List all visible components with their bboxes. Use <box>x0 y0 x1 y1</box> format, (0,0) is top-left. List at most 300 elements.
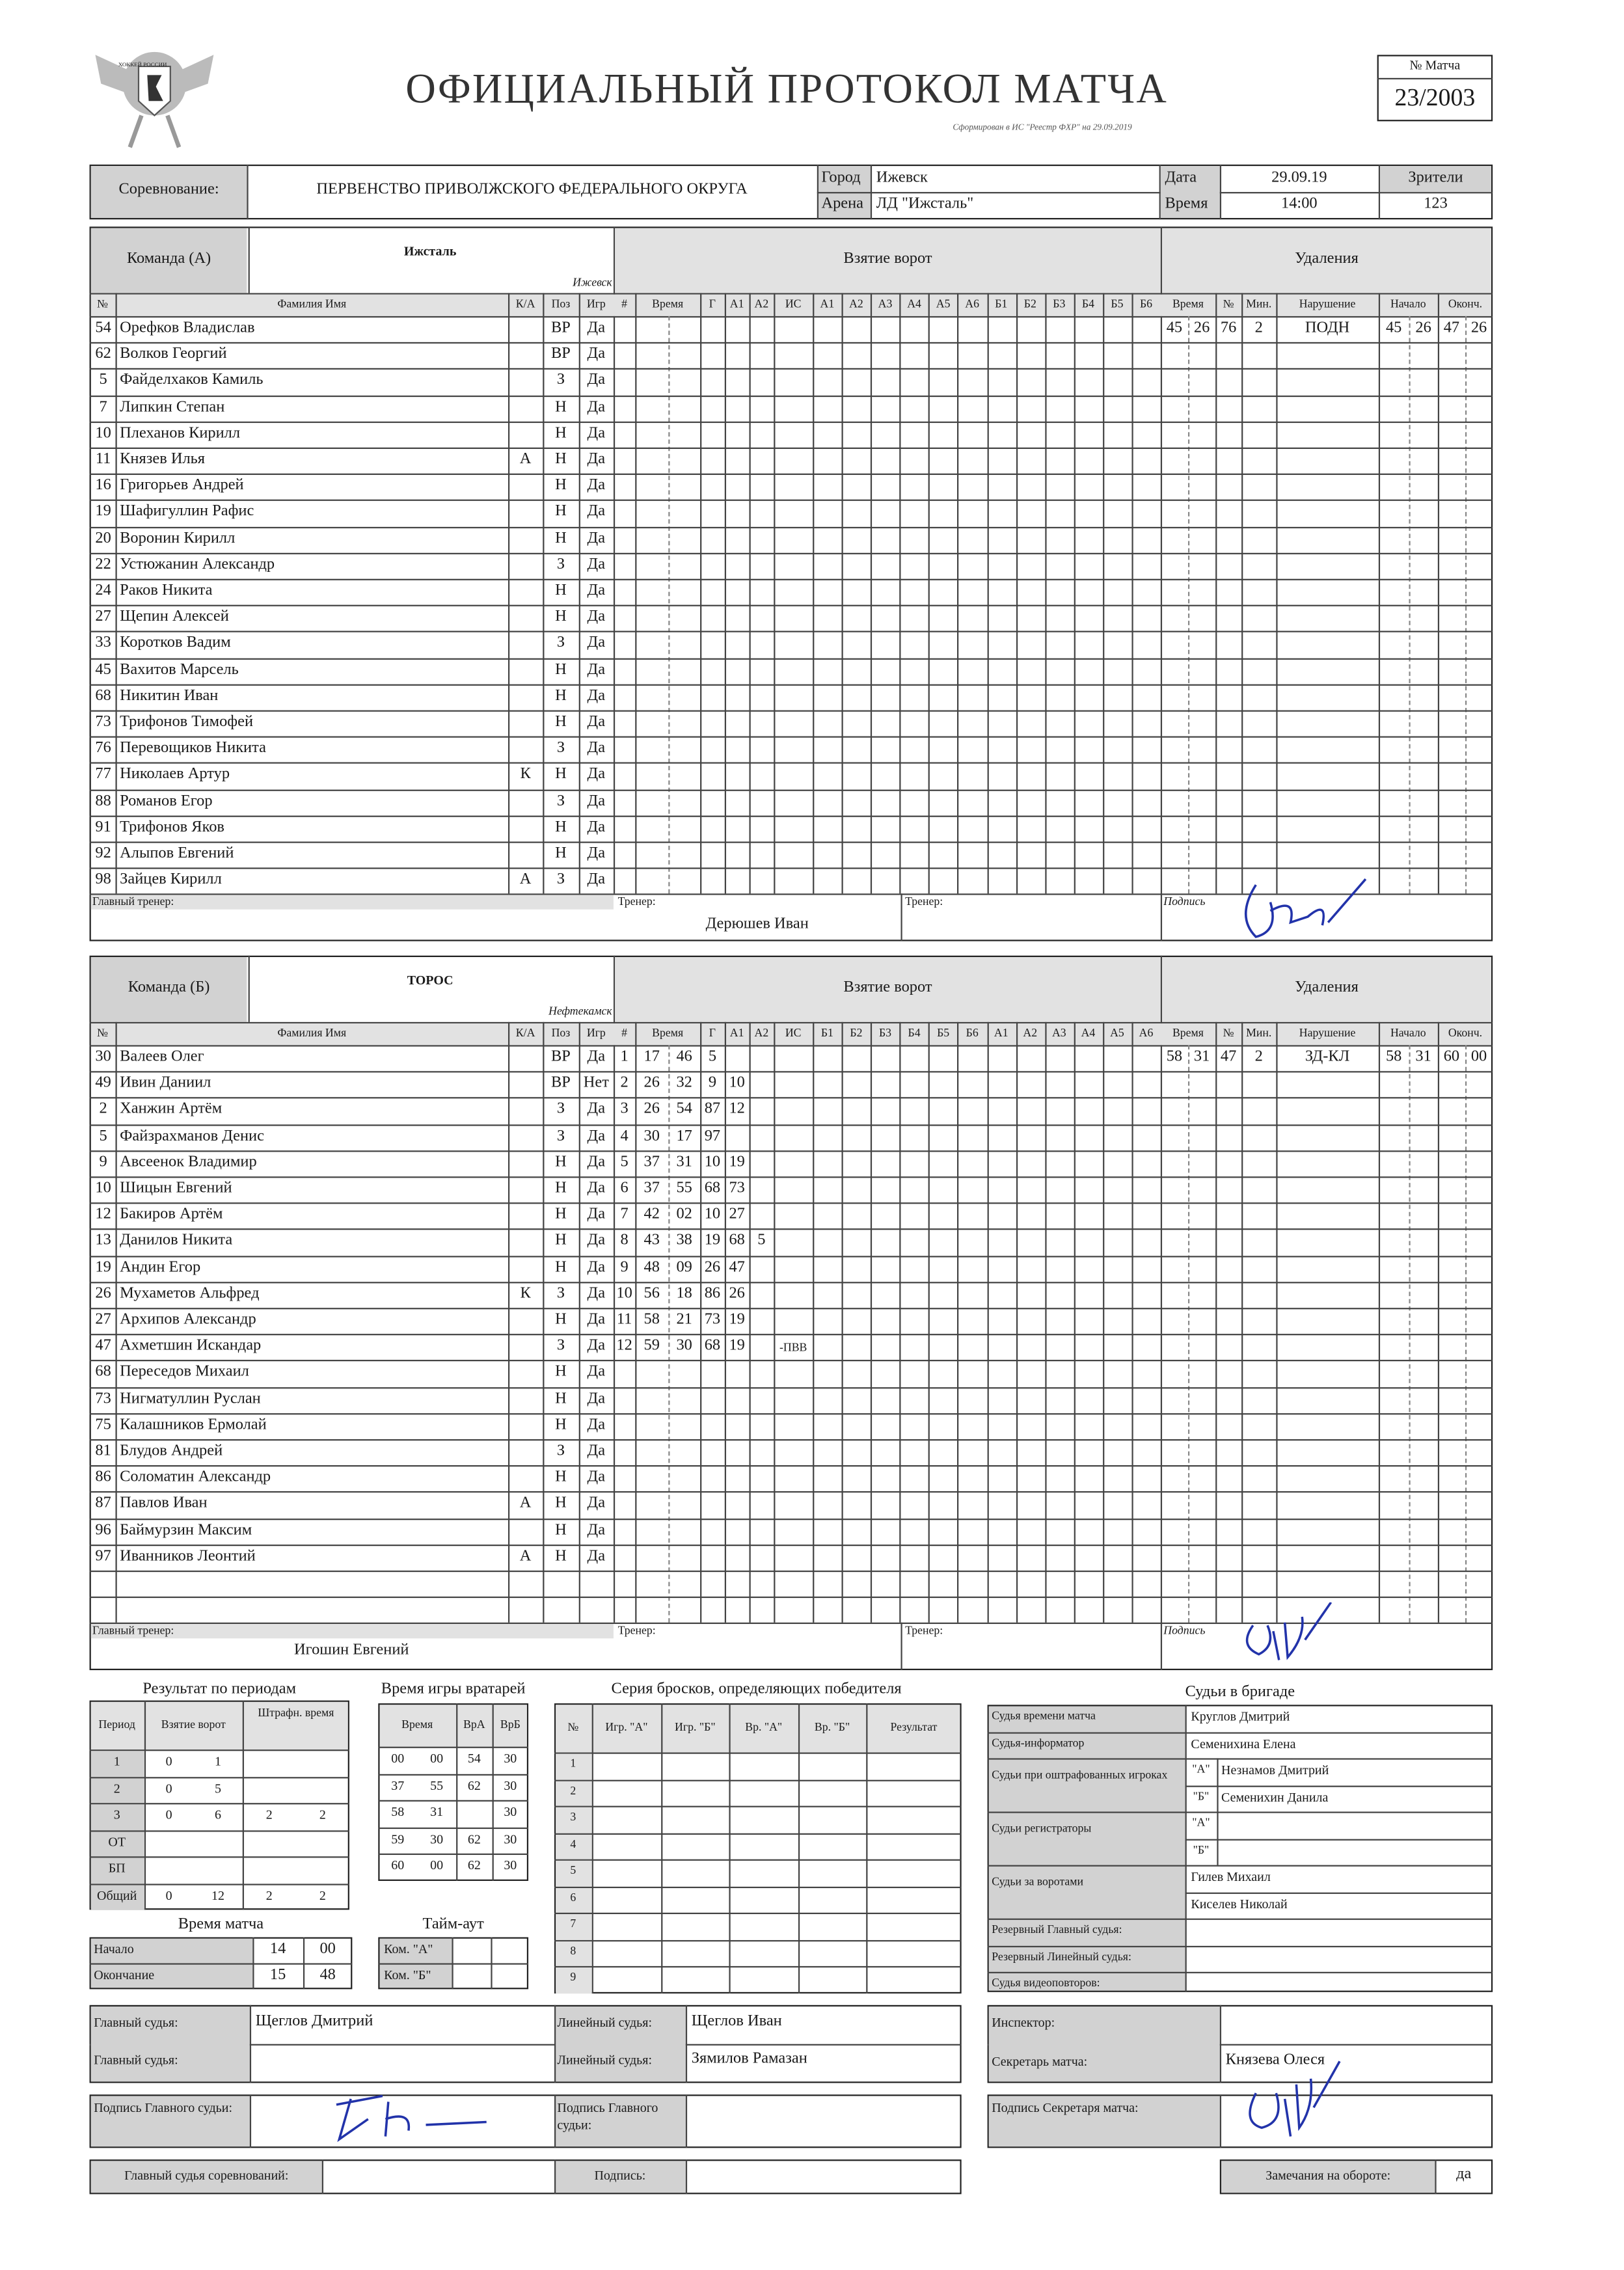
player-number: 22 <box>95 555 111 573</box>
player-played: Да <box>587 1153 606 1170</box>
period-name: Общий <box>97 1887 137 1902</box>
goal-m: 42 <box>643 1206 660 1223</box>
shootout-num: 8 <box>570 1943 576 1957</box>
shootout-num: 1 <box>570 1757 576 1770</box>
goal-a1: 27 <box>729 1206 745 1223</box>
goal-n: 4 <box>620 1126 629 1144</box>
player-position: З <box>556 555 565 573</box>
period-col: Период <box>98 1718 135 1731</box>
goal-g: 19 <box>704 1232 721 1250</box>
penalty-em: 60 <box>1443 1047 1460 1066</box>
team_b-line-8: А3 <box>1051 1026 1066 1040</box>
player-played: Нет <box>583 1074 609 1092</box>
team_a-pcol-3: Нарушение <box>1299 297 1356 311</box>
goal-n: 3 <box>620 1100 629 1118</box>
player-played: Да <box>587 502 606 520</box>
player-played: Да <box>587 1520 606 1539</box>
period-pim-a: 2 <box>265 1807 273 1822</box>
gk-sec: 30 <box>430 1831 444 1846</box>
player-name: Ивин Даниил <box>120 1074 211 1092</box>
team_b-line-5: Б6 <box>966 1026 979 1040</box>
team_a-line-8: Б3 <box>1053 297 1066 311</box>
team_b-line-9: А4 <box>1081 1026 1096 1040</box>
goal-s: 02 <box>676 1206 692 1223</box>
shootout-col-0: № <box>567 1720 579 1734</box>
player-position: З <box>556 1284 565 1302</box>
team_b-city: Нефтекамск <box>548 1005 612 1018</box>
ref-label: Судьи за воротами <box>992 1875 1084 1889</box>
player-name: Алыпов Евгений <box>120 844 234 862</box>
end-label: Окончание <box>94 1967 155 1982</box>
player-played: Да <box>587 1363 606 1381</box>
team_b-col-2: К/А <box>515 1026 535 1040</box>
goal-n: 7 <box>620 1206 629 1223</box>
goal-a1: 68 <box>729 1232 745 1250</box>
player-name: Нигматуллин Руслан <box>120 1389 261 1407</box>
goal-n: 11 <box>616 1310 632 1329</box>
shootout-num: 4 <box>570 1837 576 1850</box>
remarks-label: Замечания на обороте: <box>1265 2168 1391 2183</box>
ref-name-b: Семенихин Данила <box>1221 1789 1329 1804</box>
shootout-num: 7 <box>570 1917 576 1930</box>
team_b-line-0: Б1 <box>820 1026 833 1040</box>
goal-s: 55 <box>676 1179 692 1197</box>
player-played: Да <box>587 1494 606 1512</box>
competition-ref-label: Главный судья соревнований: <box>124 2168 289 2183</box>
team_a-pcol-1: № <box>1223 297 1234 311</box>
arena-label: Арена <box>821 195 864 213</box>
match-number: 23/2003 <box>1394 83 1476 111</box>
gk-b: 30 <box>504 1804 517 1819</box>
player-name: Переседов Михаил <box>120 1363 249 1381</box>
penalty-es: 00 <box>1470 1047 1487 1066</box>
team_b-pcol-5: Оконч. <box>1448 1026 1483 1040</box>
goal-m: 48 <box>643 1258 660 1276</box>
goal-n: 8 <box>620 1232 629 1250</box>
team_b-line-6: А1 <box>994 1026 1008 1040</box>
player-position: Н <box>555 1179 567 1197</box>
shootout-col-1: Игр. "А" <box>605 1720 648 1734</box>
player-name: Шафигуллин Рафис <box>120 502 254 520</box>
player-name: Трифонов Яков <box>120 818 224 836</box>
player-played: Да <box>587 1047 606 1066</box>
player-name: Блудов Андрей <box>120 1442 223 1460</box>
player-number: 20 <box>95 529 111 547</box>
team_a-city: Ижевск <box>573 275 612 289</box>
player-position: З <box>556 1126 565 1144</box>
goal-a1: 26 <box>729 1284 745 1302</box>
team_b-line-2: Б3 <box>878 1026 892 1040</box>
player-name: Павлов Иван <box>120 1494 208 1512</box>
gk-b: 30 <box>504 1858 517 1872</box>
player-name: Щепин Алексей <box>120 608 229 626</box>
player-name: Калашников Ермолай <box>120 1416 267 1433</box>
player-played: Да <box>587 608 606 626</box>
spectators-label: Зрители <box>1408 169 1463 187</box>
player-played: Да <box>587 372 606 389</box>
shootout-title: Серия бросков, определяющих победителя <box>611 1680 902 1698</box>
player-name: Иванников Леонтий <box>120 1547 256 1565</box>
player-number: 75 <box>95 1416 111 1433</box>
player-played: Да <box>587 1416 606 1433</box>
player-name: Мухаметов Альфред <box>120 1284 260 1302</box>
team_a-gcol-4: А2 <box>754 297 769 311</box>
goal-m: 59 <box>643 1336 660 1355</box>
side-b: "Б" <box>1193 1789 1210 1803</box>
team_a-gcol-5: ИС <box>785 297 802 311</box>
team_a-head-coach-label: Главный тренер: <box>92 895 174 909</box>
player-position: З <box>556 1100 565 1118</box>
player-position: Н <box>555 686 567 705</box>
team_b-line-3: Б4 <box>908 1026 921 1040</box>
team_a-gcol-0: # <box>621 297 628 311</box>
player-number: 10 <box>95 1179 111 1197</box>
player-played: Да <box>587 844 606 862</box>
goal-s: 30 <box>676 1336 692 1355</box>
penalty-es: 26 <box>1470 319 1487 336</box>
team_b-pcol-3: Нарушение <box>1299 1026 1356 1040</box>
player-captain: А <box>519 1547 532 1565</box>
gk-a: 54 <box>467 1751 481 1766</box>
ref-label: Судья видеоповторов: <box>992 1976 1100 1990</box>
period-pim-b: 2 <box>319 1807 326 1822</box>
player-position: ВР <box>551 1074 571 1092</box>
player-name: Раков Никита <box>120 582 213 599</box>
side-b: "Б" <box>1193 1843 1210 1856</box>
penalty-tm: 45 <box>1166 319 1183 336</box>
player-position: Н <box>555 765 567 783</box>
team_b-gcol-3: А1 <box>729 1026 744 1040</box>
time-label: Время <box>1165 195 1208 213</box>
player-position: Н <box>555 476 567 494</box>
player-position: Н <box>555 398 567 416</box>
player-position: Н <box>555 1153 567 1170</box>
gk-min: 37 <box>391 1777 405 1792</box>
team_a-pen-title: Удаления <box>1295 249 1359 267</box>
date-label: Дата <box>1165 169 1197 187</box>
player-number: 33 <box>95 634 111 652</box>
goal-m: 26 <box>643 1074 660 1092</box>
goal-a1: 10 <box>729 1074 745 1092</box>
player-name: Шицын Евгений <box>120 1179 232 1197</box>
player-number: 27 <box>95 608 111 626</box>
player-captain: К <box>520 1284 531 1302</box>
gk-time-title: Время игры вратарей <box>381 1680 526 1698</box>
gk-b: 30 <box>504 1751 517 1766</box>
team_a-line-6: Б1 <box>995 297 1008 311</box>
period-goals-b: 6 <box>215 1807 222 1822</box>
team_a-line-3: А4 <box>907 297 921 311</box>
goal-s: 46 <box>676 1047 692 1066</box>
date-value: 29.09.19 <box>1271 169 1327 187</box>
goal-g: 68 <box>704 1179 721 1197</box>
player-number: 5 <box>99 1126 107 1144</box>
gk-sec: 31 <box>430 1804 444 1819</box>
goal-g: 86 <box>704 1284 721 1302</box>
player-number: 81 <box>95 1442 111 1460</box>
pim-col: Штрафн. время <box>258 1706 334 1720</box>
goal-g: 87 <box>704 1100 721 1118</box>
player-position: З <box>556 739 565 757</box>
penalty-sm: 45 <box>1385 319 1402 336</box>
player-position: Н <box>555 582 567 599</box>
player-number: 10 <box>95 424 111 442</box>
team_a-line-2: А3 <box>878 297 893 311</box>
gk-sec: 00 <box>430 1751 444 1766</box>
player-name: Архипов Александр <box>120 1310 256 1329</box>
player-position: Н <box>555 1494 567 1512</box>
period-goals-b: 5 <box>215 1780 222 1795</box>
player-position: Н <box>555 1310 567 1329</box>
team_a-line-7: Б2 <box>1023 297 1036 311</box>
player-name: Никитин Иван <box>120 686 219 705</box>
player-played: Да <box>587 1126 606 1144</box>
ref-label: Судьи при оштрафованных игроках <box>992 1768 1168 1781</box>
team_b-name: ТОРОС <box>407 973 453 988</box>
start-label: Начало <box>94 1941 134 1956</box>
gk-a-col: ВрА <box>463 1718 485 1731</box>
line-ref-1: Щеглов Иван <box>691 2012 782 2030</box>
player-name: Зайцев Кирилл <box>120 871 222 888</box>
team_a-pcol-5: Оконч. <box>1448 297 1483 311</box>
goal-m: 26 <box>643 1100 660 1118</box>
ref-name-a: Незнамов Дмитрий <box>1221 1763 1329 1777</box>
goal-a1: 19 <box>729 1310 745 1329</box>
team_a-goals-title: Взятие ворот <box>843 249 932 267</box>
player-name: Соломатин Александр <box>120 1468 271 1486</box>
player-number: 26 <box>95 1284 111 1302</box>
player-position: Н <box>555 450 567 468</box>
goal-n: 9 <box>620 1258 629 1276</box>
gk-sec: 00 <box>430 1858 444 1872</box>
player-number: 7 <box>99 398 107 416</box>
goal-s: 32 <box>676 1074 692 1092</box>
main-ref-1-label: Главный судья: <box>94 2015 178 2030</box>
player-name: Ханжин Артём <box>120 1100 223 1118</box>
team_b-line-7: А2 <box>1023 1026 1038 1040</box>
player-played: Да <box>587 660 606 678</box>
player-number: 30 <box>95 1047 111 1066</box>
player-position: Н <box>555 1547 567 1565</box>
team_a-col-3: Поз <box>551 297 571 311</box>
main-ref2-sign-label: Подпись Главного судьи: <box>557 2100 658 2133</box>
player-played: Да <box>587 1547 606 1565</box>
player-played: Да <box>587 1100 606 1118</box>
shootout-col-5: Результат <box>890 1720 938 1734</box>
period-goals-a: 0 <box>165 1780 172 1795</box>
player-name: Орефков Владислав <box>120 319 255 336</box>
gk-sec: 55 <box>430 1777 444 1792</box>
goal-m: 43 <box>643 1232 660 1250</box>
goal-s: 21 <box>676 1310 692 1329</box>
ref-name-1: Гилев Михаил <box>1191 1869 1271 1884</box>
player-position: Н <box>555 713 567 731</box>
player-position: ВР <box>551 345 571 363</box>
line-ref-2-label: Линейный судья: <box>557 2052 653 2068</box>
ref-name: Семенихина Елена <box>1191 1735 1296 1751</box>
goal-s: 18 <box>676 1284 692 1302</box>
player-number: 16 <box>95 476 111 494</box>
penalty-sm: 58 <box>1385 1047 1402 1066</box>
secretary-signature <box>1227 2050 1357 2145</box>
goal-m: 58 <box>643 1310 660 1329</box>
player-captain: К <box>520 765 531 783</box>
shootout-num: 3 <box>570 1810 576 1824</box>
player-played: Да <box>587 739 606 757</box>
goal-s: 17 <box>676 1126 692 1144</box>
goal-s: 54 <box>676 1100 692 1118</box>
side-a: "А" <box>1192 1763 1210 1776</box>
player-position: Н <box>555 502 567 520</box>
player-number: 68 <box>95 686 111 705</box>
penalty-no: 47 <box>1220 1047 1237 1066</box>
period-name: 1 <box>113 1753 120 1768</box>
main-ref-2-label: Главный судья: <box>94 2052 178 2068</box>
team_b-line-11: А6 <box>1139 1026 1154 1040</box>
city-value: Ижевск <box>876 169 928 187</box>
team_a-name: Ижсталь <box>403 243 457 259</box>
goal-g: 9 <box>708 1074 717 1092</box>
team_b-gcol-5: ИС <box>785 1026 802 1040</box>
ref-label: Резервный Главный судья: <box>992 1923 1122 1936</box>
penalty-min: 2 <box>1254 319 1263 336</box>
goal-a2: 5 <box>757 1232 766 1250</box>
player-played: Да <box>587 634 606 652</box>
end-hour: 15 <box>269 1966 286 1984</box>
player-number: 9 <box>99 1153 107 1170</box>
start-hour: 14 <box>269 1939 286 1958</box>
team_a-col-2: К/А <box>515 297 535 311</box>
player-played: Да <box>587 1206 606 1223</box>
player-position: Н <box>555 424 567 442</box>
formed-note: Сформирован в ИС "Реестр ФХР" на 29.09.2019 <box>953 124 1132 133</box>
shootout-num: 9 <box>570 1970 576 1984</box>
team_a-sign-label: Подпись <box>1163 895 1206 909</box>
end-min: 48 <box>319 1966 336 1984</box>
goal-g: 10 <box>704 1206 721 1223</box>
match-number-label: № Матча <box>1409 57 1461 72</box>
player-played: Да <box>587 1258 606 1276</box>
player-name: Князев Илья <box>120 450 205 468</box>
goal-g: 97 <box>704 1126 721 1144</box>
player-name: Авсеенок Владимир <box>120 1153 257 1170</box>
player-position: Н <box>555 1232 567 1250</box>
gk-b: 30 <box>504 1777 517 1792</box>
goal-m: 17 <box>643 1047 660 1066</box>
player-number: 97 <box>95 1547 111 1565</box>
team_b-col-0: № <box>97 1026 108 1040</box>
goal-n: 5 <box>620 1153 629 1170</box>
penalty-ts: 26 <box>1193 319 1210 336</box>
goal-g: 26 <box>704 1258 721 1276</box>
team_b-col-4: Игр <box>586 1026 606 1040</box>
timeout-b-label: Ком. "Б" <box>384 1967 431 1982</box>
player-played: Да <box>587 398 606 416</box>
player-number: 77 <box>95 765 111 783</box>
player-played: Да <box>587 345 606 363</box>
player-number: 54 <box>95 319 111 336</box>
ref-label: Судья-информатор <box>992 1735 1085 1749</box>
ref-name-2: Киселев Николай <box>1191 1896 1288 1911</box>
goal-a1: 12 <box>729 1100 745 1118</box>
player-number: 68 <box>95 1363 111 1381</box>
player-position: З <box>556 634 565 652</box>
team_a-coach: Дерюшев Иван <box>705 915 809 934</box>
goal-n: 6 <box>620 1179 629 1197</box>
player-played: Да <box>587 1310 606 1329</box>
goal-s: 38 <box>676 1232 692 1250</box>
logo-text: ХОККЕЙ РОССИИ <box>118 61 167 68</box>
ref-label: Судьи регистраторы <box>992 1821 1092 1835</box>
player-number: 49 <box>95 1074 111 1092</box>
player-position: Н <box>555 1206 567 1223</box>
period-name: 2 <box>113 1780 120 1795</box>
team_b-coach-label: Тренер: <box>617 1624 656 1638</box>
team_b-signature <box>1227 1603 1400 1675</box>
page-title: ОФИЦИАЛЬНЫЙ ПРОТОКОЛ МАТЧА <box>405 66 1169 113</box>
player-played: Да <box>587 765 606 783</box>
player-name: Валеев Олег <box>120 1047 204 1066</box>
period-name: ОТ <box>108 1833 126 1849</box>
side-a: "А" <box>1192 1816 1210 1830</box>
team_b-pcol-0: Время <box>1172 1026 1204 1040</box>
player-played: Да <box>587 582 606 599</box>
ref-name: Круглов Дмитрий <box>1191 1709 1290 1724</box>
player-position: Н <box>555 1363 567 1381</box>
period-pim-b: 2 <box>319 1887 326 1902</box>
player-name: Николаев Артур <box>120 765 230 783</box>
goal-n: 12 <box>616 1336 632 1355</box>
player-position: Н <box>555 660 567 678</box>
team_a-line-0: А1 <box>820 297 835 311</box>
player-position: З <box>556 372 565 389</box>
shootout-num: 6 <box>570 1890 576 1904</box>
player-position: Н <box>555 608 567 626</box>
gk-a: 62 <box>467 1858 481 1872</box>
player-name: Трифонов Тимофей <box>120 713 254 731</box>
goal-g: 73 <box>704 1310 721 1329</box>
team_a-pcol-2: Мин. <box>1246 297 1272 311</box>
player-played: Да <box>587 1284 606 1302</box>
goals-col: Взятие ворот <box>161 1718 226 1731</box>
player-position: Н <box>555 529 567 547</box>
shootout-num: 2 <box>570 1783 576 1797</box>
ref-label: Резервный Линейный судья: <box>992 1949 1131 1963</box>
player-position: З <box>556 1336 565 1355</box>
player-captain: А <box>519 871 532 888</box>
penalty-viol: ЗД-КЛ <box>1305 1047 1350 1066</box>
player-name: Перевощиков Никита <box>120 739 266 757</box>
player-number: 98 <box>95 871 111 888</box>
team_a-col-4: Игр <box>586 297 606 311</box>
team_a-col-1: Фамилия Имя <box>277 297 347 311</box>
team_b-head-coach-label: Главный тренер: <box>92 1624 174 1638</box>
player-name: Григорьев Андрей <box>120 476 244 494</box>
player-name: Коротков Вадим <box>120 634 231 652</box>
player-played: Да <box>587 1336 606 1355</box>
period-pim-a: 2 <box>265 1887 273 1902</box>
gk-a: 62 <box>467 1831 481 1846</box>
player-number: 19 <box>95 1258 111 1276</box>
player-position: ВР <box>551 1047 571 1066</box>
player-played: Да <box>587 792 606 809</box>
goal-n: 1 <box>620 1047 629 1066</box>
gk-b: 30 <box>504 1831 517 1846</box>
player-position: ВР <box>551 319 571 336</box>
team_b-line-1: Б2 <box>850 1026 863 1040</box>
period-goals-b: 12 <box>211 1887 225 1902</box>
team_b-pcol-2: Мин. <box>1246 1026 1272 1040</box>
